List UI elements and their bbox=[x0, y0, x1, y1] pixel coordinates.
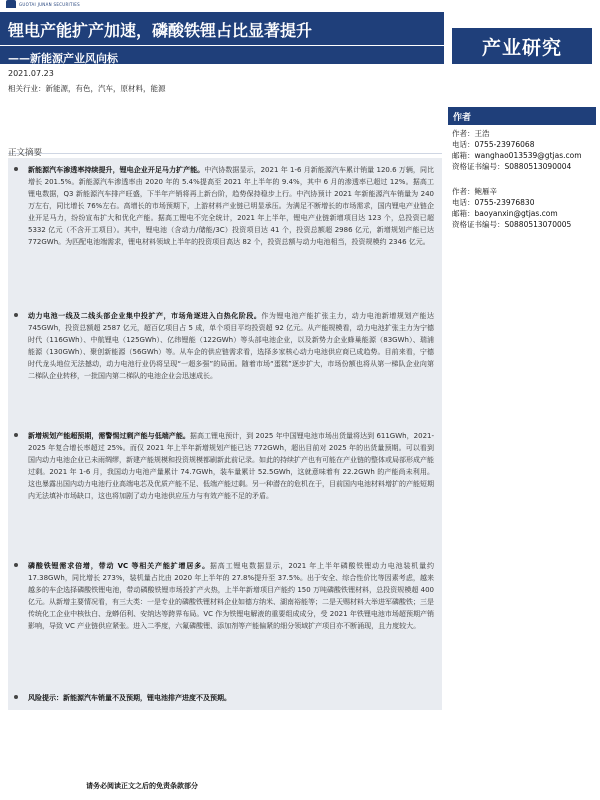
bullet-lead: 新增规划产能超预期，需警惕过剩产能与低端产能。 bbox=[28, 432, 190, 440]
author-phone: 电话：0755-23976068 bbox=[452, 140, 535, 149]
bullet-paragraph bbox=[28, 430, 434, 502]
report-type-label: 产业研究 bbox=[481, 36, 562, 59]
summary-heading bbox=[8, 140, 442, 158]
disclaimer-note: 请务必阅读正文之后的免责条款部分 bbox=[86, 782, 198, 790]
related-industry: 相关行业：新能源，有色，汽车，原材料，能源 bbox=[8, 84, 166, 93]
summary-bullet-1 bbox=[8, 164, 442, 248]
summary-bullet-3 bbox=[8, 430, 442, 502]
bullet-text: 中汽协数据显示，2021 年 1-6 月新能源汽车累计销量 120.6 万辆，同比增长 201.5%。新能源汽车渗透率由 2020 年的 5.4%提高至 2021 年上半年的 9.4%，其中 6 月的渗透率已超过 12%。据高工锂电数据，Q3 新能源汽车排产旺盛，下半年产销将再上新台阶，趋势保持稳步上行。中汽协预计 2021 年新能源汽车销量为 240 万左右，同比增长 76%左右。高增长的市场预期下，上游材料产业链已明显承压。为满足不断增长的市场需求，国内锂电产业链企业开足马力，纷纷宣布扩大和优化产能。据高工锂电不完全统计，2021 年上半年，锂电产业链新增项目达 123 个，总投资已超 5332 亿元（不含开工项目）。其中，锂电池（含动力/储能/3C）投资项目达 41 个，投资总额超 2986 亿元，新增规划产能已达 772GWh。为匹配电池端需求，锂电材料领域上半年的投资项目高达 82 个，投资总额与动力电池相当，投资规模约 2346 亿元。 bbox=[28, 166, 434, 246]
bullet-lead: 动力电池一线及二线头部企业集中投扩产，市场角逐进入白热化阶段。 bbox=[28, 312, 262, 320]
logo-icon bbox=[6, 0, 16, 8]
title-banner bbox=[0, 12, 444, 64]
bullet-lead: 新能源汽车渗透率持续提升，锂电企业开足马力扩产能。 bbox=[28, 166, 205, 174]
bullet-text: 据高工锂电数据显示，2021 年上半年磷酸铁锂动力电池装机量约 17.38GWh，同比增长 273%，装机量占比由 2020 年上半年的 27.8%提升至 37.5%。出于安全、综合性价比等因素考虑，越来越多的车企选择磷酸铁锂电池，带动磷酸铁锂市场投扩产火热，上半年新增项目产能约 150 万吨磷酸铁锂材料，总投资规模超 400 亿元。从新增主要情况看，有三大类：一是专业的磷酸铁锂材料企业如德方纳米、湖南裕能等；二是天赐材料大举进军磷酸铁；三是传统化工企业中核钛白、龙蟒佰利、安纳达等跨界布局。VC 作为铁锂电解液的重要组成成分，受 2021 年铁锂电池市场超预期产销影响，导致 VC 产业链供应紧张。进入二季度，六氟磷酸锂、添加剂等产能偏紧的细分领域扩产项目亦不断涌现，且力度较大。 bbox=[28, 562, 434, 630]
author-card-1 bbox=[452, 128, 598, 172]
bullet-lead: 磷酸铁锂需求倍增，带动 VC 等相关产能扩增居多。 bbox=[28, 562, 210, 570]
company-logo bbox=[6, 0, 80, 8]
bullet-lead: 风险提示：新能源汽车销量不及预期，锂电池排产进度不及预期。 bbox=[28, 694, 231, 702]
author-heading bbox=[448, 107, 596, 125]
bullet-paragraph bbox=[28, 692, 434, 704]
bullet-icon bbox=[14, 563, 18, 567]
bullet-paragraph bbox=[28, 560, 434, 632]
author-name: 作者：王浩 bbox=[452, 129, 490, 138]
report-date: 2021.07.23 bbox=[8, 69, 54, 78]
summary-bullet-5 bbox=[8, 692, 442, 704]
bullet-icon bbox=[14, 433, 18, 437]
author-cert: 资格证书编号：S0880513090004 bbox=[452, 162, 572, 171]
bullet-icon bbox=[14, 695, 18, 699]
author-cert: 资格证书编号：S0880513070005 bbox=[452, 220, 572, 229]
report-type-box bbox=[452, 28, 592, 64]
author-name: 作者：鲍雁辛 bbox=[452, 187, 497, 196]
bullet-icon bbox=[14, 167, 18, 171]
bullet-paragraph bbox=[28, 310, 434, 382]
bullet-paragraph bbox=[28, 164, 434, 248]
author-heading-text: 作者 bbox=[453, 113, 472, 123]
report-subtitle: ——新能源产业风向标 bbox=[8, 52, 118, 65]
summary-bullet-2 bbox=[8, 310, 442, 382]
author-card-2 bbox=[452, 186, 598, 230]
bullet-icon bbox=[14, 313, 18, 317]
author-email[interactable]: 邮箱：baoyanxin@gtjas.com bbox=[452, 209, 558, 218]
author-email[interactable]: 邮箱：wanghao013539@gtjas.com bbox=[452, 151, 582, 160]
bullet-text: 据高工锂电预计，到 2025 年中国锂电池市场出货量将达到 611GWh，2021-2025 年复合增长率超过 25%。而仅 2021 年上半年新增规划产能已达 772GWh，超出目前对 2025 年的出货量预期。可以看到国内动力电池企业已未雨绸缪，新建产能规模和投资规模都刷新此前记录。如此的持续扩产也有可能在产业链的整体或局部形成产能过剩。2021 年 1-6 月，我国动力电池产量累计 74.7GWh，装车量累计 52.5GWh，这就意味着有 22.2GWh 的产能尚未利用。这也暴露出国内动力电池行业高端电芯及优质产能不足、低端产能过剩。另一种潜在的危机在于，目前国内电池材料增扩的产能短期内无法填补市场缺口，这也将加剧了动力电池供应压力与有效产能不足的矛盾。 bbox=[28, 432, 435, 500]
author-phone: 电话：0755-23976830 bbox=[452, 198, 535, 207]
banner-divider bbox=[0, 45, 444, 46]
company-name: GUOTAI JUNAN SECURITIES bbox=[19, 1, 80, 7]
top-bar bbox=[0, 0, 600, 10]
report-title: 锂电产能扩产加速，磷酸铁锂占比显著提升 bbox=[8, 21, 313, 40]
bullet-text: 作为锂电池产能扩张主力，动力电池新增规划产能达 745GWh，投资总额超 2587 亿元，超百亿项目占 5 成，单个项目平均投资超 92 亿元。从产能规模看，动力电池扩张主力为宁德时代（116GWh）、中航锂电（125GWh）、亿纬锂能（122GWh）等头部电池企业，以及新势力企业蜂巢能源（83GWh）、瑞浦能源（130GWh）、聚创新能源（56GWh）等。从车企的供应链需求看，选择多家核心动力电池供应商已成趋势。目前来看，宁德时代龙头地位无法撼动，动力电池行业仍将呈现“一超多强”的局面。随着市场“蛋糕”逐步扩大，市场份额也将从第一梯队企业向第二梯队企业转移，一批国内第二梯队的电池企业会迅速成长。 bbox=[28, 312, 435, 380]
summary-heading-text: 正文摘要 bbox=[8, 148, 43, 158]
summary-bullet-4 bbox=[8, 560, 442, 632]
summary-panel bbox=[8, 158, 442, 710]
